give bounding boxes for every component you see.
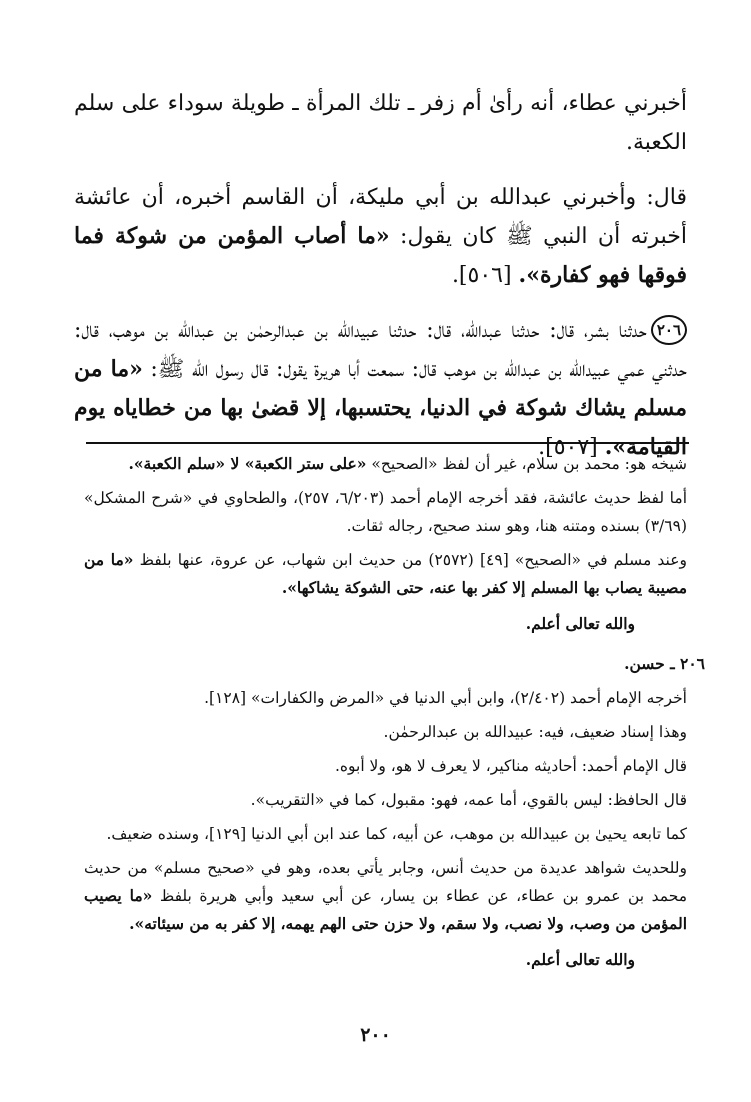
note-muslim (84, 546, 687, 602)
main-text (74, 84, 687, 483)
paragraph-ata-text: أخبرني عطاء، أنه رأىٰ أم زفر ـ تلك المرأة ـ طويلة سوداء على سلم الكعبة. (74, 91, 687, 155)
hadith-206-reference: [٥٠٧]. (538, 435, 605, 460)
aisha-reference: [٥٠٦]. (451, 263, 519, 288)
closing-formula-1: والله تعالى أعلم. (525, 614, 635, 633)
note-206-hafiz: قال الحافظ: ليس بالقوي، أما عمه، فهو: مقبول، كما في «التقريب». (250, 791, 687, 809)
hadith-206-text: «ما من مسلم يشاك شوكة في الدنيا، يحتسبها، إلا قضىٰ بها من خطاياه يوم القيامة». (74, 356, 687, 460)
note-206-heading: ٢٠٦ ـ حسن. (624, 654, 705, 673)
note-206-mutaba: كما تابعه يحيىٰ بن عبيدالله بن موهب، عن أبيه، كما عند ابن أبي الدنيا [١٢٩]، وسنده ضعيف. (106, 825, 687, 843)
note-206-shawahid-text: وللحديث شواهد عديدة من حديث أنس، وجابر يأتي بعده، وهو في «صحيح مسلم» من حديث محمد بن عمرو بن عطاء، عن عطاء بن يسار، عن أبي سعيد وأبي هريرة بلفظ (84, 859, 687, 905)
note-206-isnad: وهذا إسناد ضعيف، فيه: عبيدالله بن عبدالرحمٰن. (383, 723, 687, 741)
paragraph-ata (74, 84, 687, 162)
note-muslim-text: وعند مسلم في «الصحيح» [٤٩] (٢٥٧٢) من حديث ابن شهاب، عن عروة، عنها بلفظ (133, 551, 687, 569)
note-206-shawahid-bold: «ما يصيب المؤمن من وصب، ولا نصب، ولا سقم، ولا حزن حتى الهم يهمه، إلا كفر به من سيئاته». (84, 886, 687, 933)
hadith-number-badge: ٢٠٦ (651, 315, 687, 345)
aisha-narration: قال: وأخبرني عبدالله بن أبي مليكة، أن القاسم أخبره، أن عائشة أخبرته أن النبي ﷺ كان يقول: (74, 185, 687, 249)
note-206-takhrij: أخرجه الإمام أحمد (٢/٤٠٢)، وابن أبي الدنيا في «المرض والكفارات» [١٢٨]. (204, 689, 687, 707)
note-shaykh-bold: «على ستر الكعبة» لا «سلم الكعبة». (128, 454, 367, 473)
paragraph-aisha (74, 178, 687, 295)
note-shaykh (84, 450, 687, 478)
note-206-ahmad: قال الإمام أحمد: أحاديثه مناكير، لا يعرف لا هو، ولا أبوه. (334, 757, 687, 775)
aisha-hadith-text: «ما أصاب المؤمن من شوكة فما فوقها فهو كفارة». (74, 223, 687, 288)
note-muslim-bold: «ما من مصيبة يصاب بها المسلم إلا كفر بها عنه، حتى الشوكة يشاكها». (84, 550, 687, 597)
closing-formula-2: والله تعالى أعلم. (525, 950, 635, 969)
note-aisha-takhrij: أما لفظ حديث عائشة، فقد أخرجه الإمام أحمد (٦/٢٠٣، ٢٥٧)، والطحاوي في «شرح المشكل» (٣/٦٩) بسنده ومتنه هنا، وهو سند صحيح، رجاله ثقات. (84, 489, 687, 535)
hadith-206-chain: حدثنا بشر، قال: حدثنا عبدالله، قال: حدثنا عبيدالله بن عبدالرحمٰن بن عبدالله بن موهب، قال: حدثني عمي عبيدالله بن عبدالله بن موهب قال: سمعت أبا هريرة يقول: قال رسول الله ﷺ: (74, 318, 687, 382)
note-shaykh-text: شيخه هو: محمد بن سلام، غير أن لفظ «الصحيح» (366, 455, 687, 473)
page-number: ٢٠٠ (360, 1024, 391, 1046)
footnote-divider (86, 442, 689, 444)
footnotes (84, 450, 705, 986)
note-206-shawahid (84, 854, 687, 938)
